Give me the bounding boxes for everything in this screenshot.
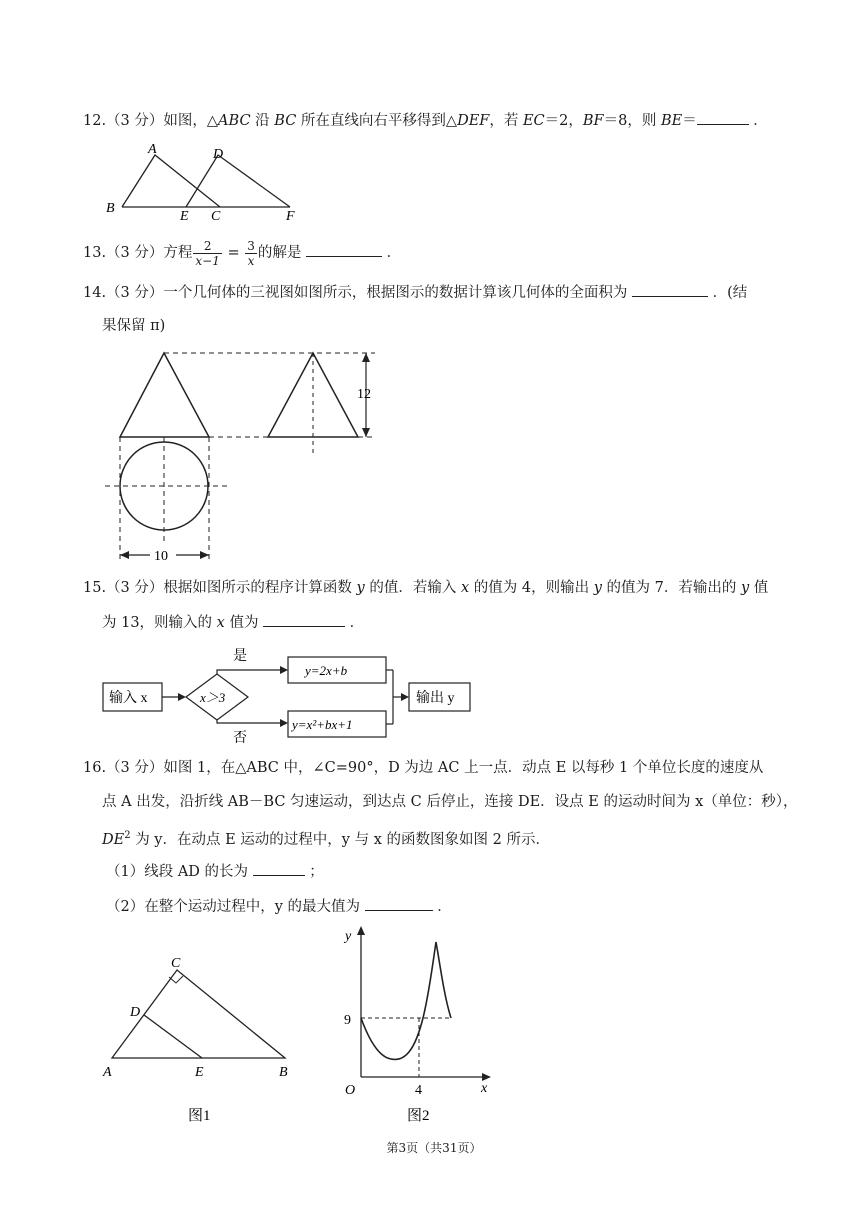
label-f: F	[286, 209, 295, 224]
answer-blank-q16-1[interactable]	[253, 861, 305, 876]
q12-figure	[100, 140, 310, 226]
fig2-label-x: x	[481, 1081, 488, 1096]
label-a: A	[148, 142, 157, 157]
q15-line2: 为 13，则输入的 x 值为 ．	[102, 612, 364, 633]
segment-de	[144, 1015, 202, 1058]
q16-figure-1	[98, 950, 303, 1132]
fig2-y-arrow	[357, 926, 365, 935]
fig1-caption: 图1	[188, 1108, 211, 1124]
q14-three-views	[100, 345, 390, 570]
label-e: E	[180, 209, 189, 224]
q13-text: 13.（3 分）方程 $\frac{2}{x-1}$ = $\frac{3}{x}$ 的解是 ．	[83, 238, 402, 268]
arrow-down	[362, 428, 370, 437]
q15-line1: 15.（3 分）根据如图所示的程序计算函数 y 的值．若输入 x 的值为 4，则输出 y 的值为 7．若输出的 y 值	[83, 580, 769, 596]
answer-blank-q15[interactable]	[263, 612, 345, 627]
answer-blank-q16-2[interactable]	[365, 896, 433, 911]
height-label: 12	[357, 387, 371, 402]
flow-out-arrow	[401, 693, 409, 701]
fig2-label-o: O	[345, 1083, 356, 1098]
flow-arrowhead-1	[178, 693, 186, 701]
flow-condition-label: x＞3	[200, 690, 226, 705]
triangle-abc	[122, 155, 220, 207]
arrow-up	[362, 353, 370, 362]
fig1-label-a: A	[103, 1065, 112, 1080]
label-c: C	[211, 209, 221, 224]
fig1-label-c: C	[171, 956, 181, 971]
fig1-label-d: D	[130, 1005, 141, 1020]
answer-blank-q14[interactable]	[632, 282, 708, 297]
q16-line1: 16.（3 分）如图 1，在△ABC 中，∠C=90°，D 为边 AC 上一点．动点 E 以每秒 1 个单位长度的速度从	[83, 760, 764, 776]
label-d: D	[213, 147, 224, 162]
answer-blank-q13[interactable]	[306, 242, 382, 257]
fig2-label-y: y	[345, 929, 352, 944]
q14-line1: 14.（3 分）一个几何体的三视图如图所示，根据图示的数据计算该几何体的全面积为 ．(结	[83, 282, 747, 303]
fig2-label-4: 4	[415, 1083, 422, 1098]
label-b: B	[106, 201, 115, 216]
flow-no-label: 否	[233, 731, 247, 746]
fraction-3-over-x: $\frac{3}{x}$	[247, 238, 255, 268]
q14-line2: 果保留 π)	[102, 318, 166, 334]
arrow-left	[120, 551, 129, 559]
fig1-label-b: B	[279, 1065, 288, 1080]
flow-yes-line	[217, 670, 284, 674]
fig2-x-arrow	[482, 1073, 491, 1081]
flow-no-line	[217, 720, 284, 723]
q16-sub1: （1）线段 AD 的长为 ；	[106, 861, 324, 882]
fig2-caption: 图2	[407, 1108, 430, 1124]
flow-output-label: 输出 y	[416, 691, 455, 706]
fraction-2-over-x-minus-1: $\frac{2}{x-1}$	[195, 238, 220, 268]
arrow-right	[200, 551, 209, 559]
q16-line3: $DE^2$ 为 y．在动点 E 运动的过程中，y 与 x 的函数图象如图 2 所示．	[102, 830, 550, 848]
front-view-triangle	[120, 353, 209, 437]
flow-func1-label: y=2x+b	[305, 663, 348, 678]
triangle-def	[186, 155, 290, 207]
answer-blank-q12[interactable]	[697, 110, 749, 125]
q16-line2: 点 A 出发，沿折线 AB－BC 匀速运动，到达点 C 后停止，连接 DE．设点 E 的运动时间为 x（单位：秒），	[102, 794, 798, 810]
fig1-label-e: E	[195, 1065, 204, 1080]
flow-input-label: 输入 x	[109, 691, 148, 706]
width-label: 10	[154, 549, 168, 564]
flow-yes-label: 是	[233, 649, 247, 664]
q16-sub2: （2）在整个运动过程中，y 的最大值为 ．	[106, 896, 452, 917]
q16-figure-2	[335, 922, 500, 1132]
page-footer: 第3页（共31页）	[386, 1141, 482, 1155]
fig2-curve	[361, 942, 451, 1059]
flow-yes-arrow	[280, 666, 288, 674]
flow-func2-label: y=x²+bx+1	[292, 717, 353, 732]
fig2-label-9: 9	[344, 1013, 351, 1028]
q12-text: 12.（3 分）如图，△ABC 沿 BC 所在直线向右平移得到△DEF，若 EC＝2，BF＝8，则 BE＝ ．	[83, 110, 768, 131]
flow-no-arrow	[280, 719, 288, 727]
q15-flowchart	[100, 644, 480, 748]
